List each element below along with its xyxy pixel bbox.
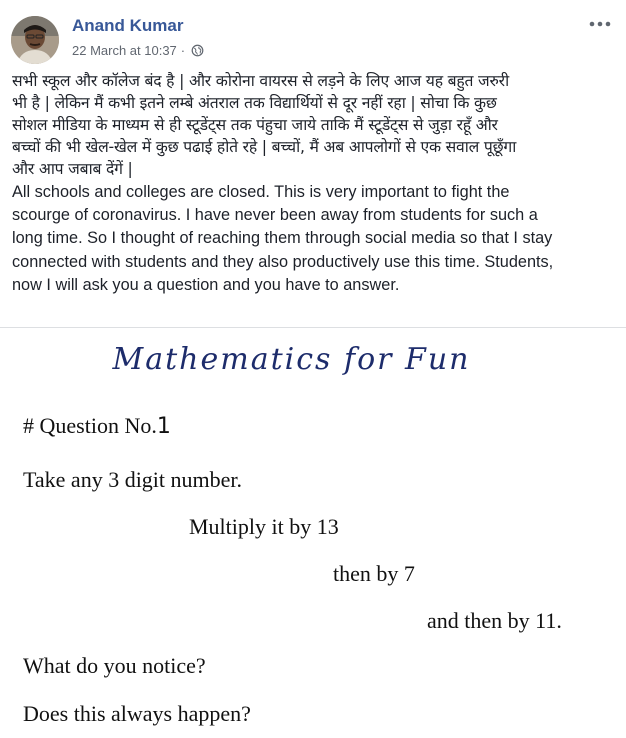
avatar[interactable]: [11, 16, 59, 64]
instruction-line-6: Does this always happen?: [23, 701, 251, 726]
post-date[interactable]: 22 March at 10:37: [72, 43, 177, 58]
question-heading: [23, 413, 171, 439]
instruction-line-4: and then by 11.: [427, 608, 562, 633]
globe-icon[interactable]: [191, 44, 204, 57]
english-line: connected with students and they also productively use this time. Students,: [12, 252, 554, 271]
post-image[interactable]: [0, 328, 626, 738]
author-name[interactable]: Anand Kumar: [72, 16, 184, 35]
image-title: Mathematics for Fun: [112, 342, 471, 377]
post-text: [12, 70, 614, 297]
english-line: now I will ask you a question and you have to answer.: [12, 275, 400, 294]
post-meta: [72, 43, 204, 58]
instruction-line-3: then by 7: [333, 561, 415, 586]
hindi-line: और आप जबाब देंगें |: [12, 159, 133, 178]
question-label: # Question No.: [23, 413, 157, 438]
english-line: long time. So I thought of reaching them through social media so that I stay: [12, 229, 553, 248]
hindi-line: भी है | लेकिन मैं कभी इतने लम्बे अंतराल तक विद्यार्थियों से दूर नहीं रहा | सोचा कि कुछ: [12, 93, 497, 112]
instruction-line-5: What do you notice?: [23, 653, 206, 678]
meta-separator: ·: [180, 43, 186, 58]
hindi-line: सभी स्कूल और कॉलेज बंद है | और कोरोना वायरस से लड़ने के लिए आज यह बहुत जरुरी: [12, 71, 509, 90]
hindi-line: सोशल मीडिया के माध्यम से ही स्टूडेंट्स तक पंहुचा जाये ताकि मैं स्टूडेंट्स से जुड़ा रहूँ और: [12, 115, 498, 134]
avatar-photo: [11, 16, 59, 64]
question-number: 1: [156, 414, 171, 439]
english-line: scourge of coronavirus. I have never been away from students for such a: [12, 206, 538, 225]
english-line: All schools and colleges are closed. This is very important to fight the: [12, 183, 510, 201]
instruction-line-2: Multiply it by 13: [189, 514, 339, 539]
instruction-line-1: Take any 3 digit number.: [23, 467, 243, 492]
hindi-line: बच्चों की भी खेल-खेल में कुछ पढाई होते रहे | बच्चों, मैं अब आपलोगों से एक सवाल पूछूँगा: [12, 137, 517, 156]
more-options-icon[interactable]: [586, 14, 614, 34]
